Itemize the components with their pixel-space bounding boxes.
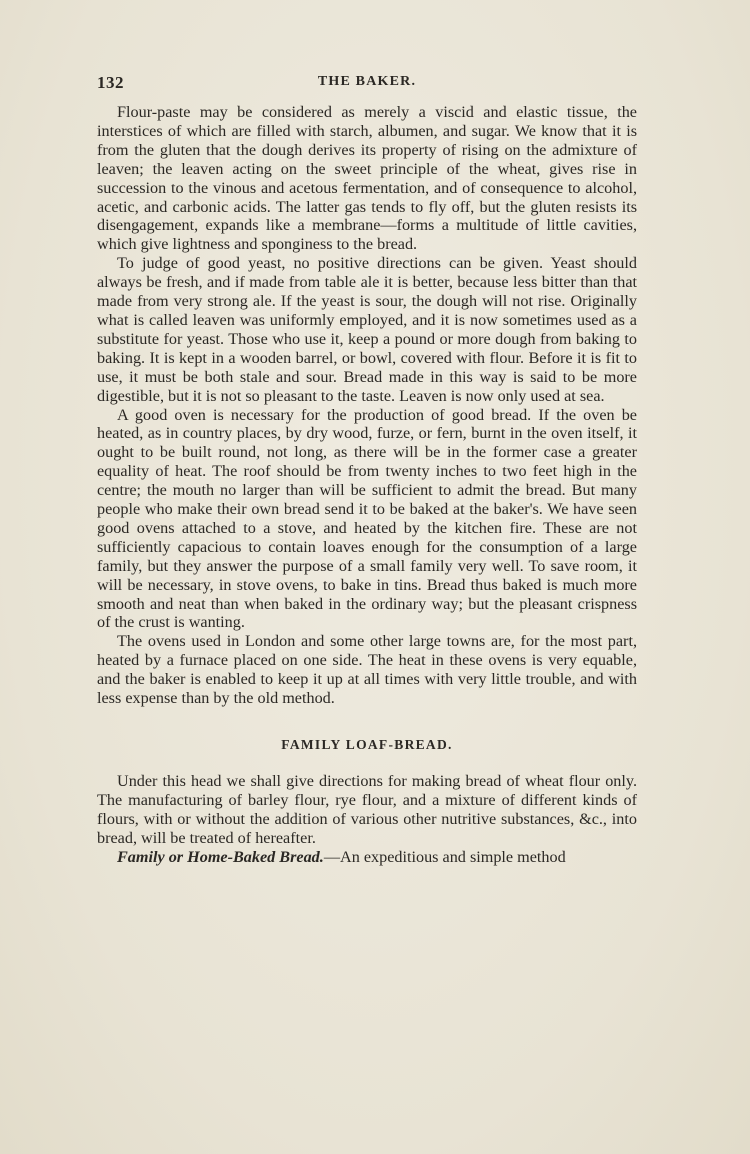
paragraph-flour-paste: Flour-paste may be considered as merely a viscid and elastic tissue, the interstices of which are filled with starch, albumen, and sugar. We know that it is from the gluten that the dough derives its property of rising on the admixture of leaven; the leaven acting on the sweet principle of the wheat, gives rise in succession to the vinous and acetous fermentation, and of consequence to alcohol, acetic, and carbonic acids. The latter gas tends to fly off, but the gluten resists its disengagement, expands like a membrane—forms a multitude of little cavities, which give lightness and sponginess to the bread. — [97, 103, 637, 254]
page-number: 132 — [97, 73, 124, 92]
family-bread-italic-heading: Family or Home-Baked Bread. — [117, 847, 324, 866]
running-title: THE BAKER. — [317, 74, 417, 89]
page-header — [97, 73, 637, 95]
page-body — [97, 103, 637, 866]
paragraph-london-ovens: The ovens used in London and some other large towns are, for the most part, heated by a furnace placed on one side. The heat in these ovens is very equable, and the baker is enabled to keep it up at all times with very little trouble, and with less expense than by the old method. — [97, 632, 637, 708]
family-bread-text: —An expeditious and simple method — [323, 847, 566, 866]
section-heading: FAMILY LOAF-BREAD. — [281, 737, 453, 752]
paragraph-yeast: To judge of good yeast, no positive directions can be given. Yeast should always be fresh, and if made from table ale it is better, because less bitter than that made from very strong ale. If the yeast is sour, the dough will not rise. Originally what is called leaven was uniformly employed, and it is now sometimes used as a substitute for yeast. Those who use it, keep a pound or more dough from baking to baking. It is kept in a wooden barrel, or bowl, covered with flour. Before it is fit to use, it must be both stale and sour. Bread made in this way is said to be more digestible, but it is not so pleasant to the taste. Leaven is now only used at sea. — [97, 254, 637, 405]
paragraph-family-bread — [97, 848, 637, 867]
paragraph-under-this-head: Under this head we shall give directions for making bread of wheat flour only. The manufacturing of barley flour, rye flour, and a mixture of different kinds of flours, with or without the addition of various other nutritive substances, &c., into bread, will be treated of hereafter. — [97, 771, 637, 847]
paragraph-oven: A good oven is necessary for the production of good bread. If the oven be heated, as in country places, by dry wood, furze, or fern, burnt in the oven itself, it ought to be built round, not long, as there will be in the former case a greater equality of heat. The roof should be from twenty inches to two feet high in the centre; the mouth no larger than will be sufficient to admit the bread. But many people who make their own bread send it to be baked at the baker's. We have seen good ovens attached to a stove, and heated by the kitchen fire. These are not sufficiently capacious to contain loaves enough for the consumption of a large family, but they answer the purpose of a small family very well. To save room, it will be necessary, in stove ovens, to bake in tins. Bread thus baked is much more smooth and neat than when baked in the ordinary way; but the pleasant crispness of the crust is wanting. — [97, 405, 637, 632]
